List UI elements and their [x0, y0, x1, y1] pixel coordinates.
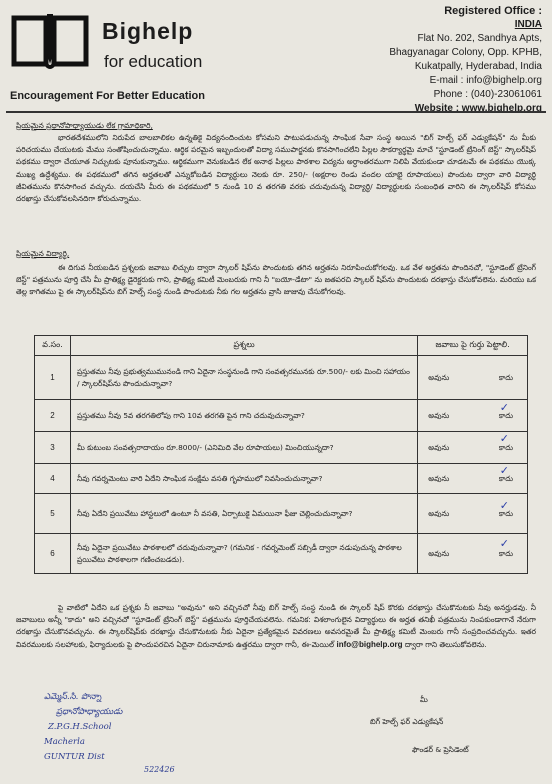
row-number: 4 — [35, 464, 71, 494]
instructions-paragraph — [16, 262, 536, 299]
handwritten-line: Z.P.G.H.School — [48, 722, 112, 732]
answer-no-option[interactable]: కాదు — [498, 548, 513, 558]
question-text: నీవు ఏదేని ప్రయివేటు హాస్టలులో ఉంటూ నీ వసతి, ఏర్పాటుకై ఏమయినా ఫీజు చెల్లించుచున్నావా? — [70, 494, 417, 534]
office-title: Registered Office : — [444, 5, 542, 17]
answer-cell[interactable] — [418, 534, 528, 574]
table-row — [35, 356, 528, 400]
handwritten-line: ఎమ్మెస్.సి. పొన్నా — [44, 692, 102, 702]
intro-paragraph-text: భారతదేశములోని నిరుపేద బాలబాలికల ఉన్నతికై విద్యనందించుట కోసమని పాటుపడుచున్న సాంఘిక సేవా సంస్థ అయిన "బిగ్ హెల్ప్ ఫర్ ఎడ్యుకేషన్" ను మీకు పరిచయము చేయుటకు మేము సంతోషించుచున్నాము. ఆర్థిక పరమైన ఇబ్బందులతో విద్యా సముపార్జనకు కొనసాగించలేని పిల్లల సౌకర్యార్థమై మాచే "స్టూడెంట్ ట్రేనింగ్ బెస్ట్" స్కాలర్‌షిప్ పథకము ద్వారా చేయూత నిచ్చుటకు పూనుకున్నాము. ఆర్థికముగా వెనుకబడిన లేక అనాథ పిల్లలు పాఠశాల విద్యను అర్ధాంతరముగా నిలిపి వేయకుండా చూడటమే ఈ పథకము యొక్క ముఖ్య ఉద్దేశ్యము. ఈ పథకములో తగిన అర్హతలతో ఎన్నుకోబడిన విద్యార్థులు నెలకు రూ. 250/- (అక్షరాల రెండు వందల యాభై రూపాయలు) పొందుట ద్వారా వారి విద్యార్థి జీవితమును కొనసాగించ వచ్చును. దయచేసి మీరు ఈ పథకములో 5 నుండి 10 వ తరగతి వరకు చదువుచున్న విద్యార్థి/ విద్యార్థులకు సంబంధిత వారిని ఈ స్కాలర్‌షిప్ కోసము దరఖాస్తు చేసుకోవలసినదిగా కోరుచున్నాము. — [16, 133, 536, 204]
closing-paragraph — [16, 602, 536, 651]
letterhead — [6, 4, 546, 114]
answer-cell[interactable] — [418, 432, 528, 464]
office-website: Website : www.bighelp.org — [414, 103, 542, 114]
table-header-row — [35, 336, 528, 356]
office-address-line: Kukatpally, Hyderabad, India — [414, 61, 542, 72]
salutation-headmaster: ప్రియమైన ప్రధానోపాధ్యాయుడు లేక గ్రామాధికారి, — [16, 121, 153, 130]
answer-no-option[interactable]: కాదు — [498, 442, 513, 452]
checkmark-icon: ✓ — [499, 401, 509, 414]
answer-cell[interactable] — [418, 464, 528, 494]
book-pencil-logo-icon — [10, 12, 90, 74]
answer-yes-option[interactable]: అవును — [428, 548, 450, 558]
answer-yes-option[interactable]: అవును — [428, 372, 450, 382]
brand-name: Bighelp — [102, 18, 194, 44]
contact-email: info@bighelp.org — [336, 639, 403, 649]
intro-paragraph — [16, 132, 536, 205]
office-address-line: Bhagyanagar Colony, Opp. KPHB, — [389, 47, 542, 58]
question-text: నీవు గవర్నమెంటు వారి ఏదేని సాంఘిక సంక్షేమ వసతి గృహములో నివసించుచున్నావా? — [70, 464, 417, 494]
salutation-student: ప్రియమైన విద్యార్థి, — [16, 249, 70, 258]
office-country: INDIA — [514, 19, 542, 30]
row-number: 1 — [35, 356, 71, 400]
answer-yes-option[interactable]: అవును — [428, 473, 450, 483]
registered-office-block — [302, 4, 542, 116]
brand-subtitle: for education — [104, 52, 203, 71]
signoff-role: ఫౌండర్ & ప్రెసిడెంట్ — [412, 745, 469, 754]
answer-no-option[interactable]: కాదు — [498, 410, 513, 420]
answer-no-option[interactable]: కాదు — [498, 473, 513, 483]
table-row — [35, 432, 528, 464]
answer-cell[interactable] — [418, 356, 528, 400]
signoff-yours: మీ — [420, 695, 428, 704]
handwritten-line: GUNTUR Dist — [44, 752, 105, 762]
table-row — [35, 400, 528, 432]
answer-yes-option[interactable]: అవును — [428, 508, 450, 518]
column-header-answer: జవాబు పై గుర్తు పెట్టాలి. — [418, 336, 528, 356]
handwritten-line: ప్రధానోపాధ్యాయుడు — [56, 707, 123, 717]
answer-yes-option[interactable]: అవును — [428, 410, 450, 420]
office-phone: Phone : (040)-23061061 — [433, 89, 542, 100]
checkmark-icon: ✓ — [499, 537, 509, 550]
row-number: 5 — [35, 494, 71, 534]
question-text: ప్రస్తుతము నీవు 5వ తరగతిలోపు గాని 10వ తరగతి పైన గాని చదువుచున్నావా? — [70, 400, 417, 432]
eligibility-table — [34, 335, 528, 574]
question-text: మీ కుటుంబ సంవత్సరాదాయం రూ.8000/- (ఎనిమిది వేల రూపాయలు) మించియున్నదా? — [70, 432, 417, 464]
handwritten-address — [44, 690, 175, 774]
checkmark-icon: ✓ — [499, 499, 509, 512]
column-header-serial: వ.సం. — [35, 336, 71, 356]
table-row — [35, 464, 528, 494]
closing-text: పై వాటిలో ఏదేని ఒక ప్రశ్నకు నీ జవాబు "అవును" అని వచ్చినచో నీవు బిగ్ హెల్ప్ సంస్థ నుండి ఈ స్కాలర్ షిప్ కొరకు దరఖాస్తు చేసుకొనుటకు నీవు అనర్హుడవు. నీ జవాబులు అన్నీ "కాదు" అని వచ్చినచో "స్టూడెంట్ ట్రేనింగ్ బెస్ట్" పత్రమును పూర్తిచేయవలెను. గమనిక: విశలాంగులైన విద్యార్థులు ఈ అర్హత తనిఖీ పత్రమును నింపకుండాగానే నేరుగా దరఖాస్తు చేసుకొనవచ్చును. ఈ స్కాలర్‌షిప్‌కు దరఖాస్తు చేసుకొనుటకు నీకు ఏదైనా ప్రత్యేకమైన వివరణలు అవసరమైతే మీ ప్రాతిక్ష్య కమిటీ మెంబరు గానీ సంప్రదించవచ్చును. ఇతర వివరములకు సలహాలకు, ఫిర్యాదులకు పై పొందుపరచిన ఏదైనా చిరునామాకు ఉత్తరము ద్వారా గానీ, ఈ-మెయిల్ — [16, 603, 536, 649]
tagline: Encouragement For Better Education — [10, 90, 205, 102]
table-row — [35, 534, 528, 574]
question-text: నీవు ఏదైనా ప్రయివేటు పాఠశాలలో చదువుచున్నావా? (గమనిక - గవర్నమెంట్ సబ్సిడీ ద్వారా నడుపుచున్న పాఠశాల ప్రయివేటు పాఠశాలగా గణించబడదు). — [70, 534, 417, 574]
office-address-line: Flat No. 202, Sandhya Apts, — [417, 33, 542, 44]
row-number: 6 — [35, 534, 71, 574]
header-divider — [6, 111, 546, 113]
answer-no-option[interactable]: కాదు — [498, 508, 513, 518]
answer-yes-option[interactable]: అవును — [428, 442, 450, 452]
column-header-questions: ప్రశ్నలు — [70, 336, 417, 356]
answer-cell[interactable] — [418, 400, 528, 432]
checkmark-icon: ✓ — [499, 432, 509, 445]
signoff-organization: బిగ్ హెల్ప్ ఫర్ ఎడ్యుకేషన్ — [370, 717, 444, 726]
handwritten-line: Macherla — [44, 737, 85, 747]
answer-cell[interactable] — [418, 494, 528, 534]
row-number: 3 — [35, 432, 71, 464]
question-text: ప్రస్తుతము నీవు ప్రభుత్వముమునండి గాని ఏదైనా సంస్థనుండి గాని సంవత్సరమునకు రూ.500/- లకు మించి సహాయం / స్కాలర్‌షిప్‌ను పొందుచున్నావా? — [70, 356, 417, 400]
office-email: E-mail : info@bighelp.org — [429, 75, 542, 86]
instructions-paragraph-text: ఈ దిగువ నీయబడిన ప్రశ్నలకు జవాబు లిచ్చుట ద్వారా స్కాలర్ షిప్‌ను పొందుటకు తగిన అర్హతను నిరూపించుకోగలవు. ఒక వేళ అర్హతను పొందినచో, "స్టూడెంట్ ట్రేనింగ్ బెస్ట్" పత్రమును పూర్తి చేసి మీ ప్రాతిక్ష్య డైరెక్టరుకు గాని, ప్రాతిక్ష్య కమిటీ మెంబరుకు గాని నీ "బయో-డేటా" ను జతపరచి స్కాలర్ షిప్‌ను పొందుటకు దరఖాస్తు చేసుకోవలెను. మరియు ఒక తెల్ల కాగితము పై ఈ స్కాలర్‌షిప్‌ను బిగ్ హెల్ప్ సంస్థ నుండి పొందుటకు నీకు గల అర్హతను వ్రాసి జుజువు చేసుకోగలవు. — [16, 263, 536, 297]
handwritten-pincode: 522426 — [144, 765, 175, 774]
checkmark-icon: ✓ — [499, 464, 509, 477]
answer-no-option[interactable]: కాదు — [498, 372, 513, 382]
closing-text-end: ద్వారా గాని తెలుసుకోవలెను. — [404, 639, 487, 649]
row-number: 2 — [35, 400, 71, 432]
table-row — [35, 494, 528, 534]
